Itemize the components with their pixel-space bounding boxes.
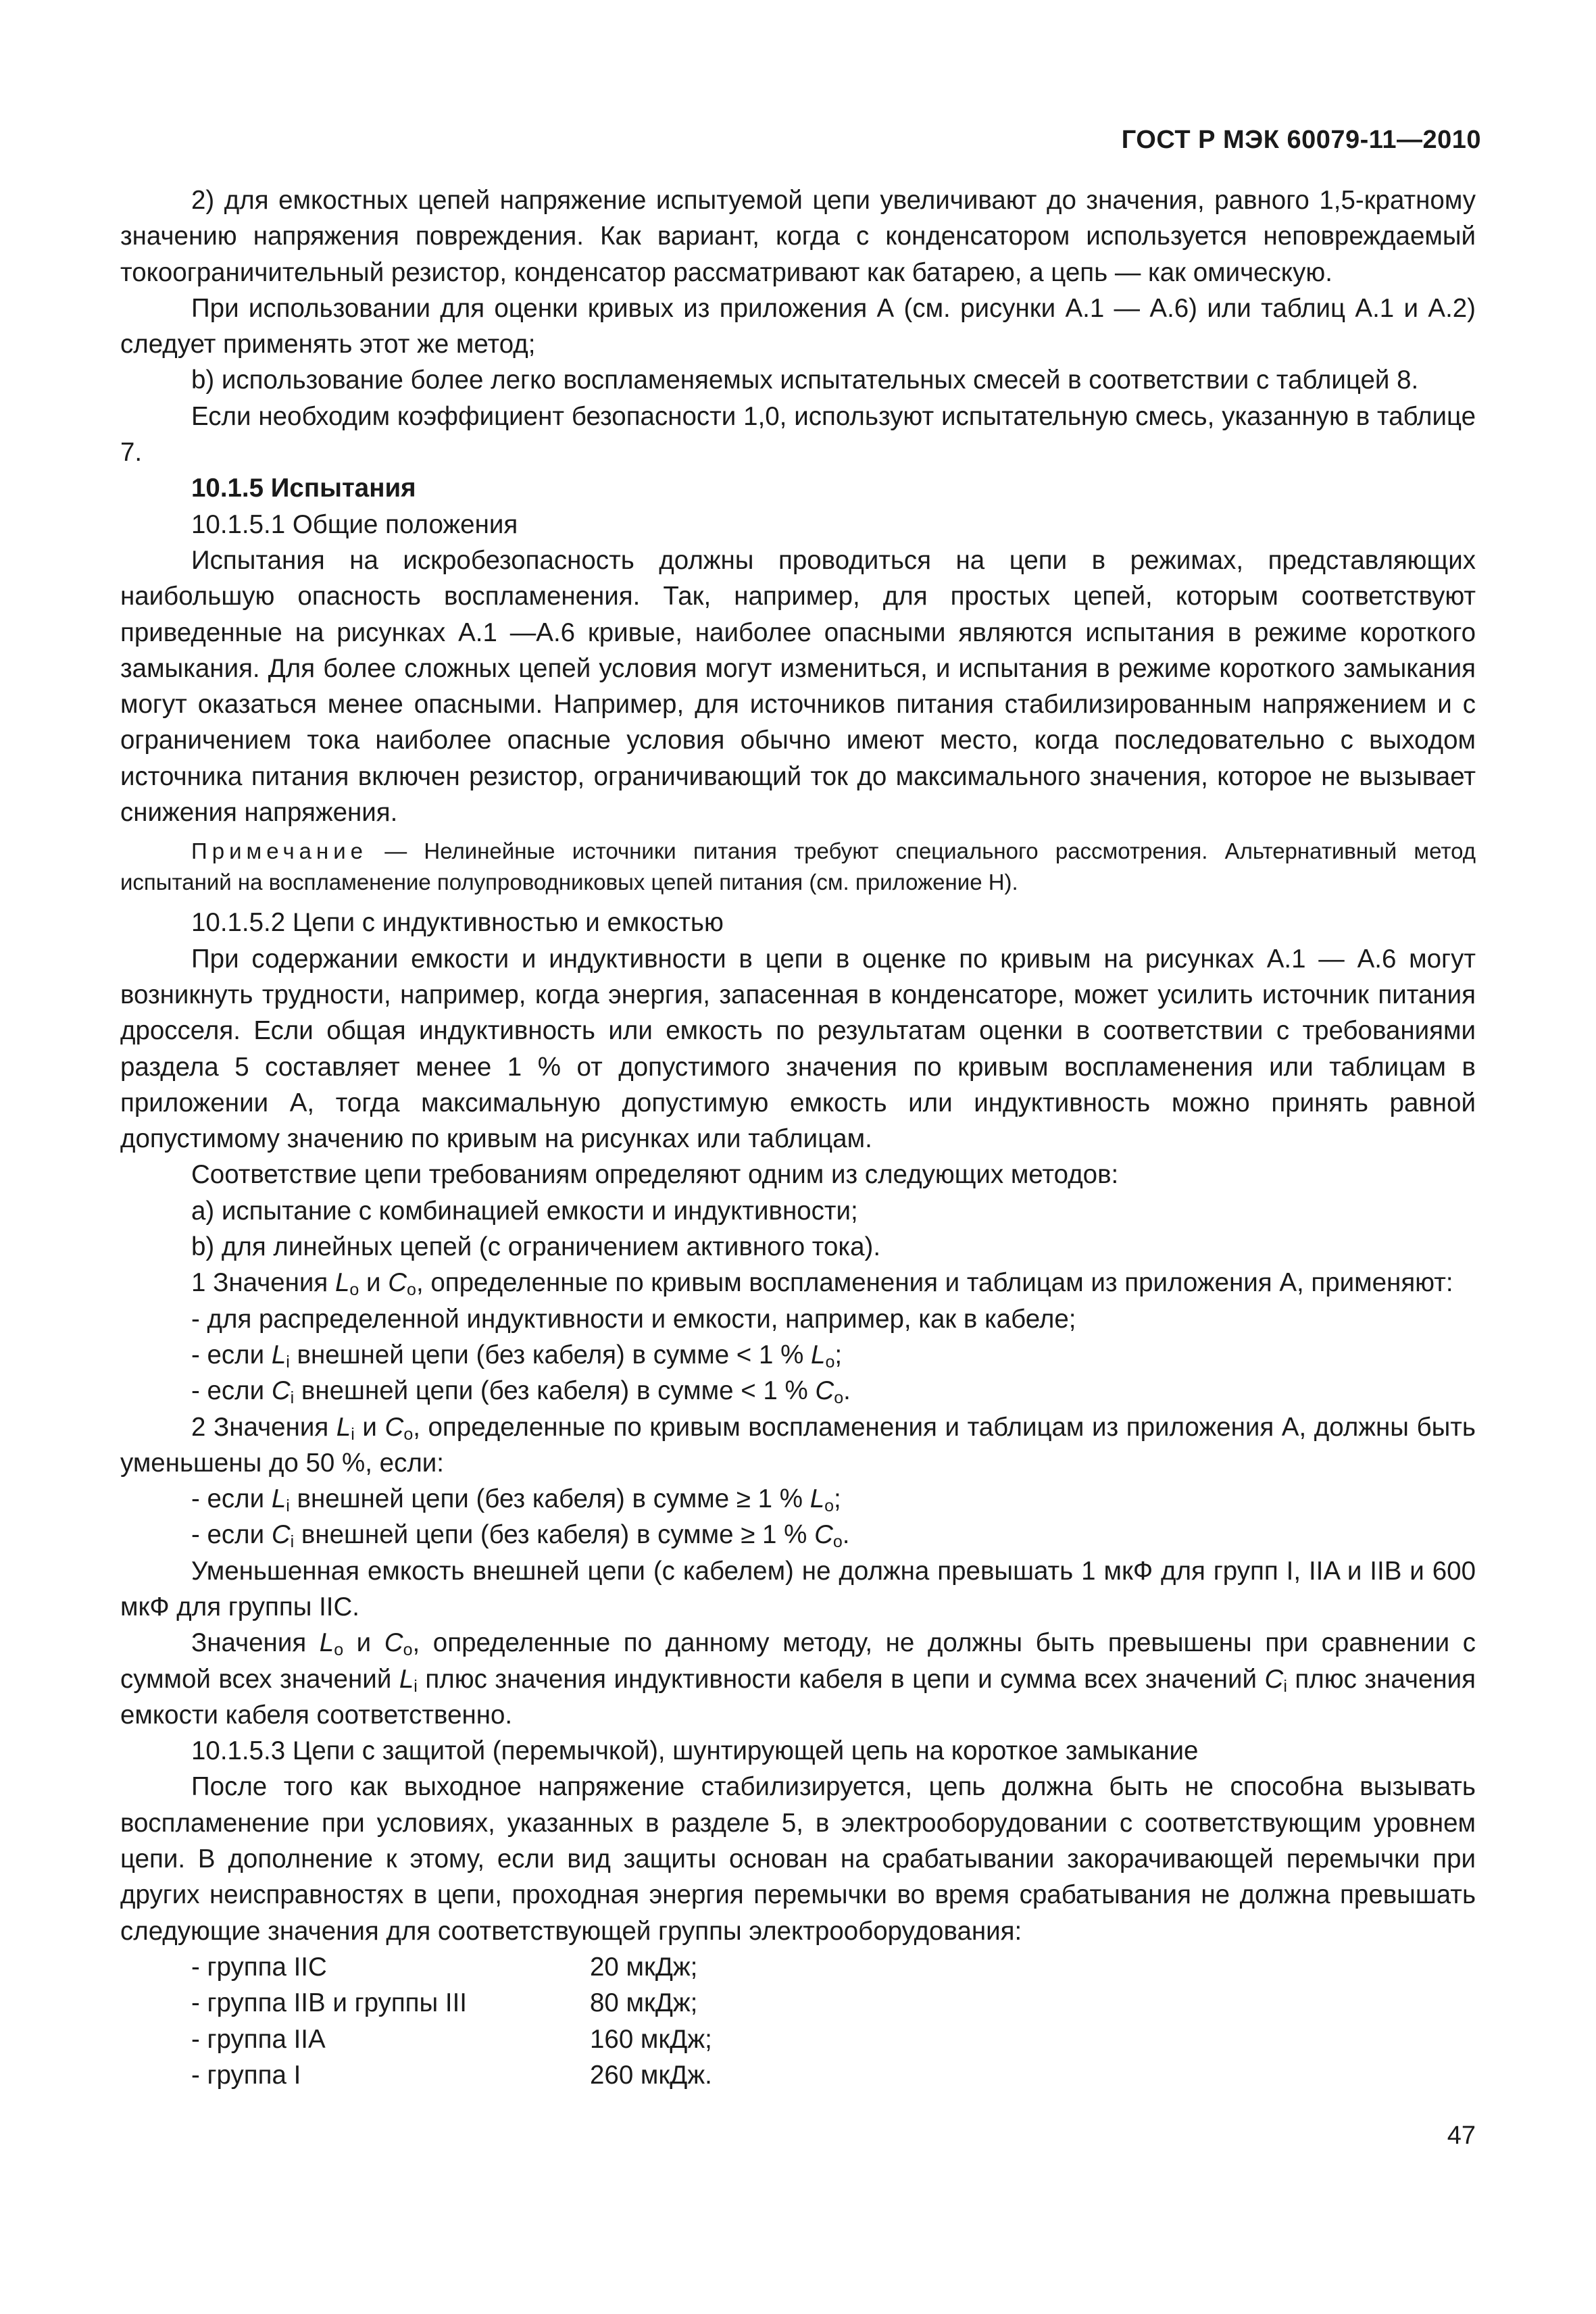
note — [120, 836, 1476, 898]
section-heading: 10.1.5 Испытания — [191, 474, 416, 503]
note-label: Примечание — [191, 838, 368, 864]
list-item: - группа IIB и группы III 80 мкДж; — [191, 1988, 698, 2018]
paragraph: - если $L_i$ внешней цепи (без кабеля) в сумме < 1 % $L_o$; — [191, 1340, 843, 1372]
paragraph: 2) для емкостных цепей напряжение испытуемой цепи увеличивают до значения, равного 1,5-кратному значению напряжения повреждения. Как вариант, когда с конденсатором используется неповреждаемый токоограничительный резистор, конденсатор рассматривают как батарею, а цепь — как омическую. — [120, 186, 1476, 287]
document-body — [120, 182, 1476, 2093]
subsection-heading: 10.1.5.3 Цепи с защитой (перемычкой), шунтирующей цепь на короткое замыкание — [191, 1736, 1199, 1766]
paragraph: При использовании для оценки кривых из приложения А (см. рисунки А.1 — А.6) или таблиц А.1 и А.2) следует применять этот же метод; — [120, 293, 1476, 359]
paragraph: Соответствие цепи требованиям определяют одним из следующих методов: — [191, 1160, 1119, 1190]
paragraph: После того как выходное напряжение стабилизируется, цепь должна быть не способна вызывать воспламенение при условиях, указанных в разделе 5, в электрооборудовании с соответствующим уровнем цепи. В дополнение к этому, если вид защиты основан на срабатывании закорачивающей перемычки при других неисправностях в цепи, проходная энергия перемычки во время срабатывания не должна превышать следующие значения для соответствующей группы электрооборудования: — [120, 1772, 1476, 1946]
page-number: 47 — [1447, 2121, 1476, 2150]
paragraph: - для распределенной индуктивности и емкости, например, как в кабеле; — [191, 1304, 1076, 1334]
paragraph: Значения $L_o$ и $C_o$, определенные по данному методу, не должны быть превышены при сравнении с суммой всех значений $L_i$ плюс значения индуктивности кабеля в цепи и сумма всех значений $C_i$ плюс значения емкости кабеля соответственно. — [120, 1628, 1476, 1730]
paragraph: 1 Значения $L_o$ и $C_o$, определенные по кривым воспламенения и таблицам из приложения А, применяют: — [191, 1268, 1453, 1300]
paragraph: - если $C_i$ внешней цепи (без кабеля) в сумме ≥ 1 % $C_o$. — [191, 1520, 850, 1552]
subsection-heading: 10.1.5.1 Общие положения — [191, 509, 518, 539]
paragraph: 2 Значения $L_i$ и $C_o$, определенные по кривым воспламенения и таблицам из приложения А, должны быть уменьшены до 50 %, если: — [120, 1412, 1476, 1478]
paragraph: - если $L_i$ внешней цепи (без кабеля) в сумме ≥ 1 % $L_o$; — [191, 1484, 841, 1516]
paragraph: b) использование более легко воспламеняемых испытательных смесей в соответствии с таблицей 8. — [191, 366, 1419, 395]
paragraph: При содержании емкости и индуктивности в цепи в оценке по кривым на рисунках А.1 — А.6 могут возникнуть трудности, например, когда энергия, запасенная в конденсаторе, может усилить источник питания дросселя. Если общая индуктивность или емкость по результатам оценки в соответствии с требованиями раздела 5 составляет менее 1 % от допустимого значения по кривым воспламенения или таблицам в приложении А, тогда максимальную допустимую емкость или индуктивность можно принять равной допустимому значению по кривым на рисунках или таблицам. — [120, 944, 1476, 1154]
paragraph: Если необходим коэффициент безопасности 1,0, используют испытательную смесь, указанную в таблице 7. — [120, 401, 1476, 468]
group-energy-list — [191, 1949, 1476, 2093]
subsection-heading: 10.1.5.2 Цепи с индуктивностью и емкостью — [191, 908, 724, 938]
paragraph: - если $C_i$ внешней цепи (без кабеля) в сумме < 1 % $C_o$. — [191, 1376, 851, 1408]
paragraph: а) испытание с комбинацией емкости и индуктивности; — [191, 1196, 858, 1226]
list-item: - группа IIC 20 мкДж; — [191, 1952, 698, 1982]
note-text: — Нелинейные источники питания требуют специального рассмотрения. Альтернативный метод испытаний на воспламенение полупроводниковых цепей питания (см. приложение Н). — [120, 838, 1476, 895]
paragraph: Испытания на искробезопасность должны проводиться на цепи в режимах, представляющих наибольшую опасность воспламенения. Так, например, для простых цепей, которым соответствуют приведенные на рисунках А.1 —А.6 кривые, наиболее опасными являются испытания в режиме короткого замыкания. Для более сложных цепей условия могут измениться, и испытания в режиме короткого замыкания могут оказаться менее опасными. Например, для источников питания стабилизированным напряжением и с ограничением тока наиболее опасные условия обычно имеют место, когда последовательно с выходом источника питания включен резистор, ограничивающий ток до максимального значения, которое не вызывает снижения напряжения. — [120, 545, 1476, 828]
standard-header: ГОСТ Р МЭК 60079-11—2010 — [1121, 126, 1481, 154]
paragraph: Уменьшенная емкость внешней цепи (с кабелем) не должна превышать 1 мкФ для групп I, IIA и IIB и 600 мкФ для группы IIC. — [120, 1556, 1476, 1621]
paragraph: b) для линейных цепей (с ограничением активного тока). — [191, 1232, 881, 1262]
list-item: - группа I 260 мкДж. — [191, 2060, 712, 2090]
list-item: - группа IIA 160 мкДж; — [191, 2024, 712, 2054]
